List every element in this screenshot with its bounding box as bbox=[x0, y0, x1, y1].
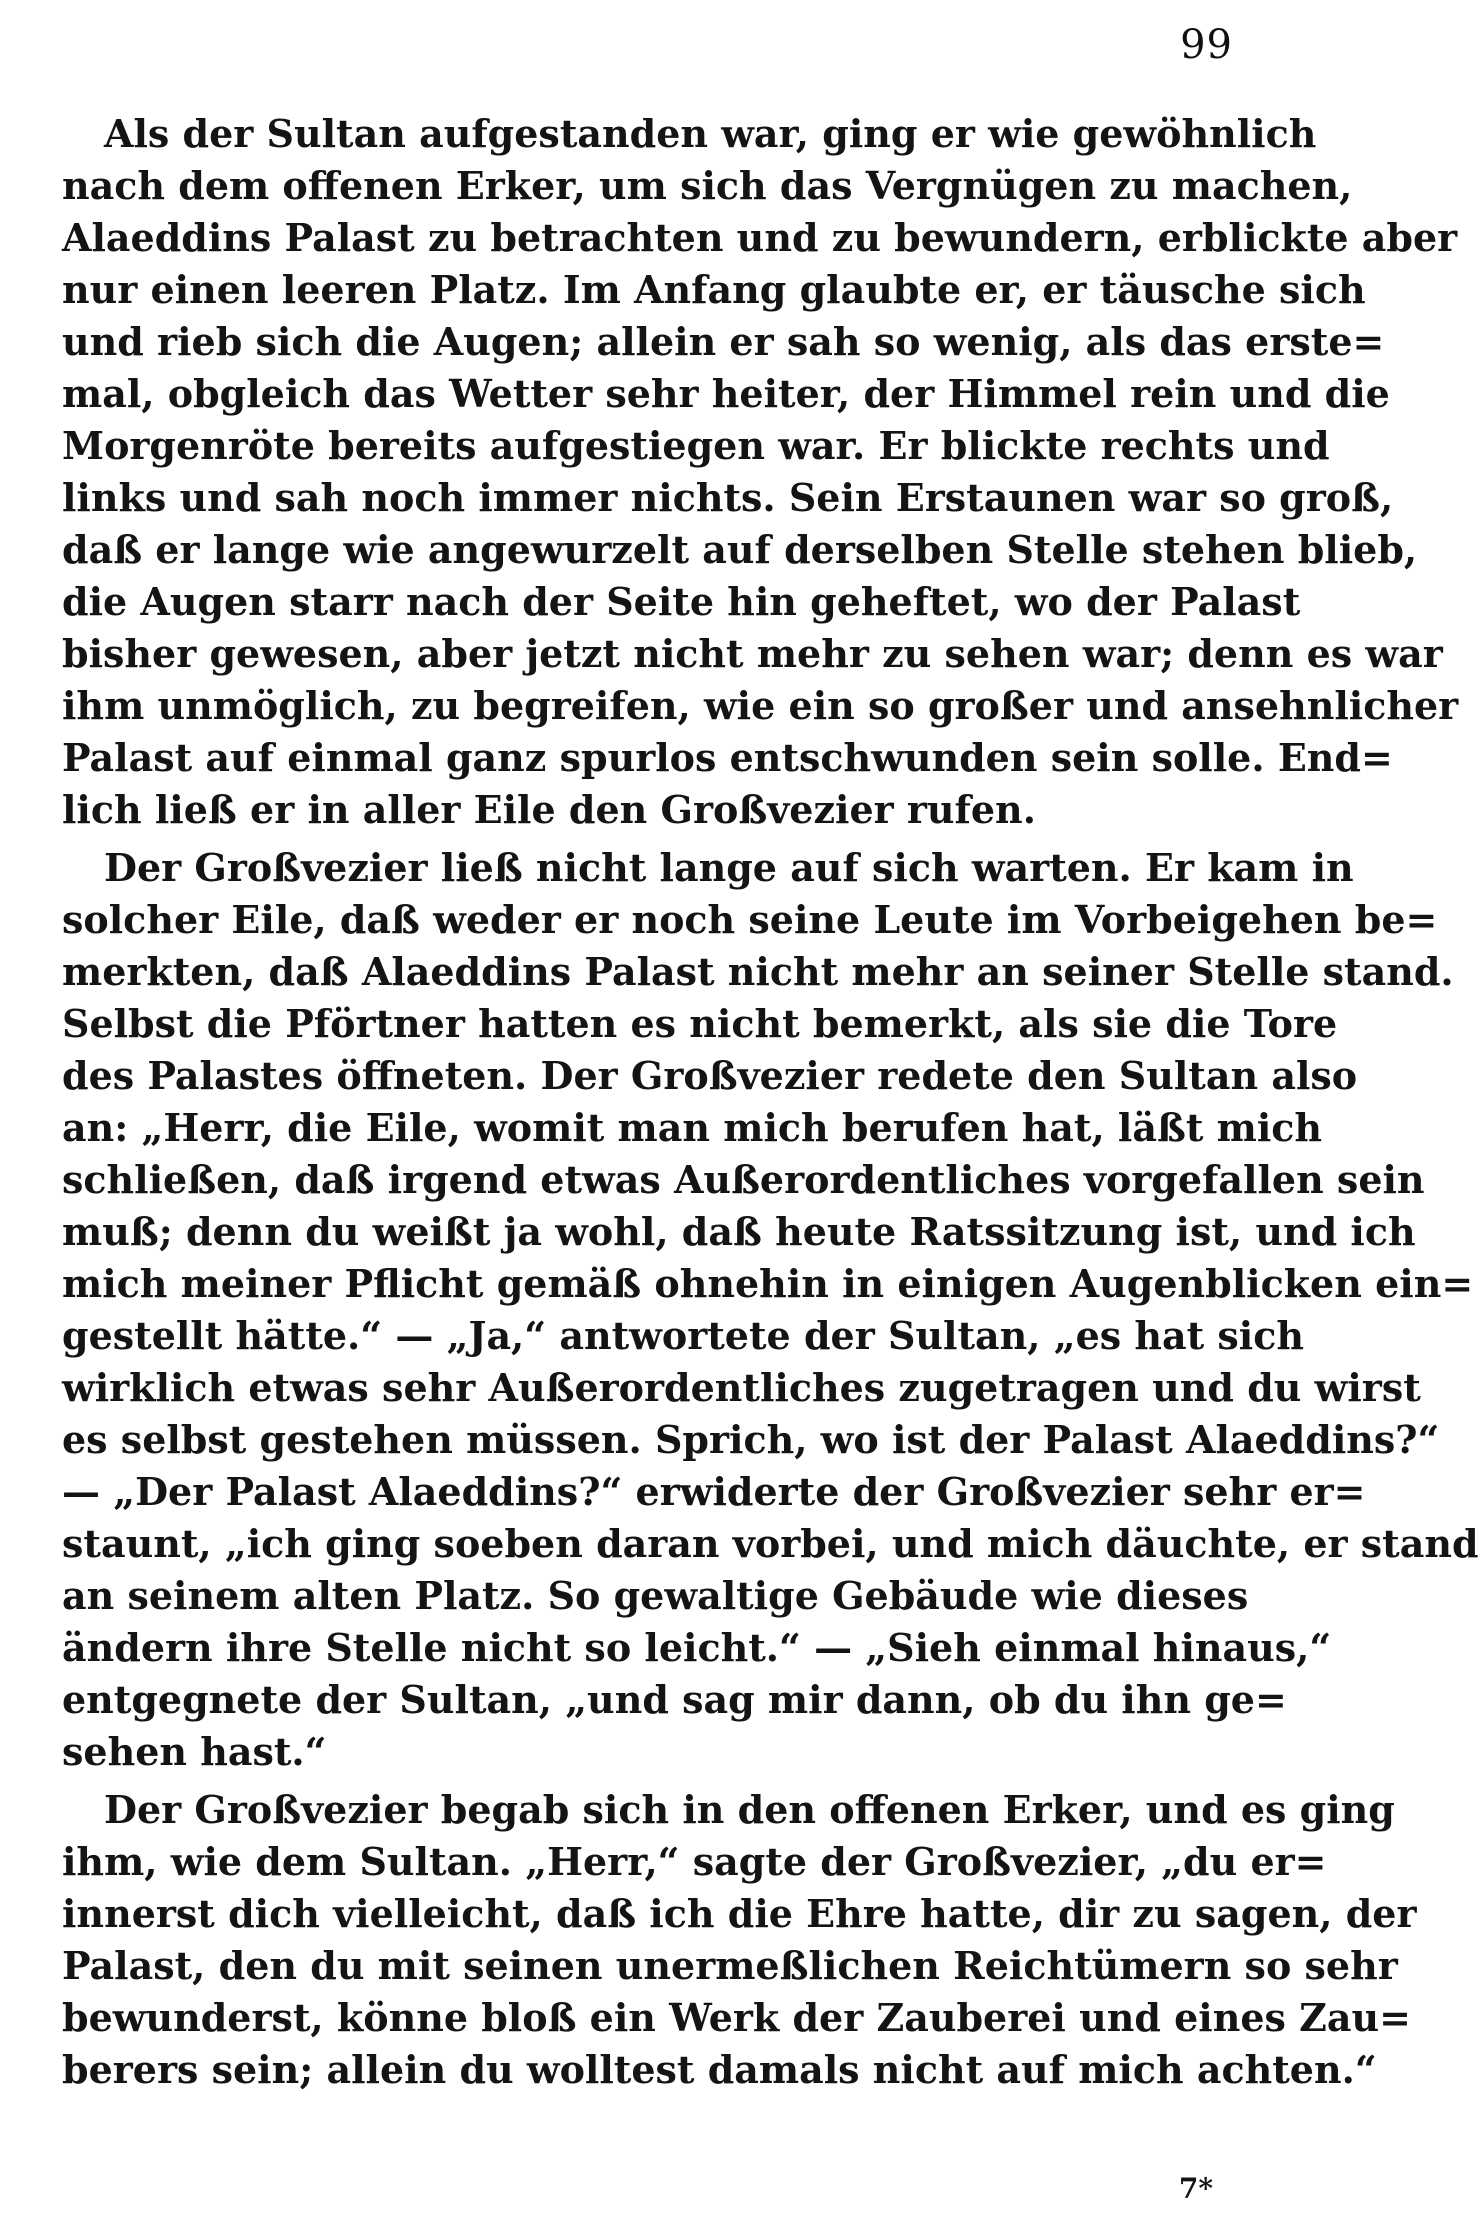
text-line: nur einen leeren Platz. Im Anfang glaubte er, er täusche sich bbox=[62, 267, 1366, 312]
text-line: solcher Eile, daß weder er noch seine Leute im Vorbeigehen be= bbox=[62, 897, 1438, 942]
text-line: muß; denn du weißt ja wohl, daß heute Ratssitzung ist, und ich bbox=[62, 1209, 1416, 1254]
text-line: Morgenröte bereits aufgestiegen war. Er blickte rechts und bbox=[62, 423, 1330, 468]
text-line: lich ließ er in aller Eile den Großvezier rufen. bbox=[62, 787, 1036, 832]
text-line: staunt, „ich ging soeben daran vorbei, und mich däuchte, er stand bbox=[62, 1521, 1479, 1566]
text-line: an seinem alten Platz. So gewaltige Gebäude wie dieses bbox=[62, 1573, 1249, 1618]
text-line: bewunderst, könne bloß ein Werk der Zauberei und eines Zau= bbox=[62, 1995, 1411, 2040]
text-line: des Palastes öffneten. Der Großvezier redete den Sultan also bbox=[62, 1053, 1358, 1098]
body-text bbox=[62, 108, 1479, 2096]
text-line: Alaeddins Palast zu betrachten und zu bewundern, erblickte aber bbox=[62, 215, 1458, 260]
text-line: daß er lange wie angewurzelt auf derselben Stelle stehen blieb, bbox=[62, 527, 1418, 572]
text-line: Der Großvezier ließ nicht lange auf sich warten. Er kam in bbox=[104, 845, 1354, 890]
text-line: schließen, daß irgend etwas Außerordentliches vorgefallen sein bbox=[62, 1157, 1425, 1202]
paragraph bbox=[62, 108, 1459, 836]
text-line: an: „Herr, die Eile, womit man mich berufen hat, läßt mich bbox=[62, 1105, 1323, 1150]
text-line: entgegnete der Sultan, „und sag mir dann, ob du ihn ge= bbox=[62, 1677, 1287, 1722]
text-line: ändern ihre Stelle nicht so leicht.“ — „Sieh einmal hinaus,“ bbox=[62, 1625, 1332, 1670]
paragraph bbox=[62, 1784, 1417, 2096]
text-line: mich meiner Pflicht gemäß ohnehin in einigen Augenblicken ein= bbox=[62, 1261, 1474, 1306]
text-line: ihm unmöglich, zu begreifen, wie ein so großer und ansehnlicher bbox=[62, 683, 1459, 728]
text-line: und rieb sich die Augen; allein er sah so wenig, als das erste= bbox=[62, 319, 1385, 364]
text-line: merkten, daß Alaeddins Palast nicht mehr an seiner Stelle stand. bbox=[62, 949, 1454, 994]
text-line: Palast auf einmal ganz spurlos entschwunden sein solle. End= bbox=[62, 735, 1393, 780]
signature-mark: 7* bbox=[1178, 2172, 1213, 2205]
text-line: die Augen starr nach der Seite hin geheftet, wo der Palast bbox=[62, 579, 1301, 624]
text-line: wirklich etwas sehr Außerordentliches zugetragen und du wirst bbox=[62, 1365, 1421, 1410]
text-line: es selbst gestehen müssen. Sprich, wo ist der Palast Alaeddins?“ bbox=[62, 1417, 1440, 1462]
text-line: Der Großvezier begab sich in den offenen Erker, und es ging bbox=[104, 1787, 1395, 1832]
text-line: Als der Sultan aufgestanden war, ging er wie gewöhnlich bbox=[104, 111, 1317, 156]
text-line: — „Der Palast Alaeddins?“ erwiderte der Großvezier sehr er= bbox=[62, 1469, 1366, 1514]
text-line: innerst dich vielleicht, daß ich die Ehre hatte, dir zu sagen, der bbox=[62, 1891, 1417, 1936]
text-line: bisher gewesen, aber jetzt nicht mehr zu sehen war; denn es war bbox=[62, 631, 1443, 676]
text-line: berers sein; allein du wolltest damals nicht auf mich achten.“ bbox=[62, 2047, 1377, 2092]
text-line: gestellt hätte.“ — „Ja,“ antwortete der Sultan, „es hat sich bbox=[62, 1313, 1304, 1358]
text-line: links und sah noch immer nichts. Sein Erstaunen war so groß, bbox=[62, 475, 1394, 520]
text-line: ihm, wie dem Sultan. „Herr,“ sagte der Großvezier, „du er= bbox=[62, 1839, 1327, 1884]
text-line: sehen hast.“ bbox=[62, 1729, 327, 1774]
text-line: mal, obgleich das Wetter sehr heiter, der Himmel rein und die bbox=[62, 371, 1390, 416]
text-line: Selbst die Pförtner hatten es nicht bemerkt, als sie die Tore bbox=[62, 1001, 1338, 1046]
page-number: 99 bbox=[1180, 22, 1233, 68]
text-line: Palast, den du mit seinen unermeßlichen Reichtümern so sehr bbox=[62, 1943, 1398, 1988]
text-line: nach dem offenen Erker, um sich das Vergnügen zu machen, bbox=[62, 163, 1353, 208]
paragraph bbox=[62, 842, 1479, 1778]
